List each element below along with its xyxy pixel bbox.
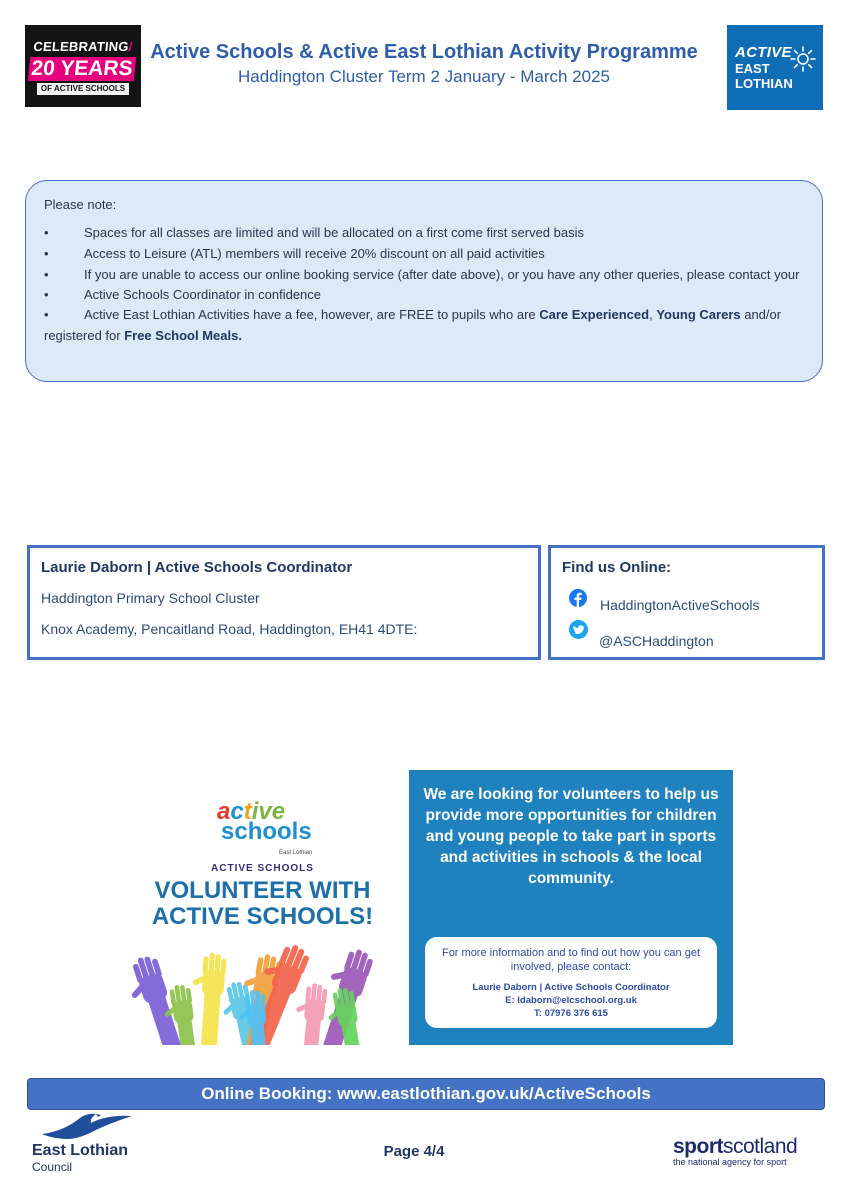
fee-line2: registered for [44, 328, 125, 343]
bullet: • [44, 307, 49, 322]
council-name: East Lothian [32, 1142, 129, 1159]
badge-line2: 20 YEARS [28, 57, 137, 81]
eagle-icon [40, 1112, 135, 1142]
free-school-meals: Free School Meals. [124, 328, 242, 343]
badge-line1: CELEBRATING/ [32, 39, 134, 54]
contact-panel [27, 545, 541, 660]
card-info: For more information and to find out how you can get involved, please contact: [441, 947, 701, 973]
twitter-icon[interactable] [569, 620, 588, 639]
note-item-text [84, 307, 814, 322]
page-number: Page 4/4 [383, 1143, 445, 1160]
note-item-text: Access to Leisure (ATL) members will receive 20% discount on all paid activities [84, 246, 545, 261]
ael-logo-line3: LOTHIAN [735, 76, 793, 91]
active-east-lothian-logo [727, 25, 823, 110]
facebook-link[interactable]: HaddingtonActiveSchools [600, 597, 760, 613]
logo-word-schools: schools [221, 818, 312, 845]
card-name: Laurie Daborn | Active Schools Coordinator [472, 982, 670, 993]
logo-subtext: East Lothian [279, 850, 313, 856]
poster-kicker: ACTIVE SCHOOLS [211, 863, 314, 874]
raised-hands-illustration [125, 945, 400, 1045]
logo-word-active: active [217, 798, 286, 825]
celebrating-20-years-logo [25, 25, 141, 107]
volunteer-message: We are looking for volunteers to help us provide more opportunities for children and young people to take part in sports and activities in schools & the local community. [423, 786, 719, 887]
headline-line1: VOLUNTEER WITH [154, 877, 371, 904]
card-phone[interactable]: T: 07976 376 615 [534, 1008, 608, 1019]
bullet: • [44, 225, 49, 240]
sportscotland-tagline: the national agency for sport [673, 1157, 787, 1167]
page-subtitle: Haddington Cluster Term 2 January - March 2025 [238, 67, 610, 86]
separator: , [649, 307, 657, 322]
note-item-continued [44, 328, 242, 343]
bullet: • [44, 287, 49, 302]
volunteer-poster [120, 780, 405, 1045]
bullet: • [44, 267, 49, 282]
sportscotland-logo [673, 1135, 823, 1167]
card-email[interactable]: E: ldaborn@elcschool.org.uk [505, 995, 637, 1006]
facebook-icon[interactable] [569, 589, 587, 607]
ael-logo-line2: EAST [735, 61, 770, 76]
active-schools-logo [217, 798, 327, 862]
contact-address: Knox Academy, Pencaitland Road, Haddington, EH41 4DTE: [41, 621, 418, 637]
contact-name: Laurie Daborn | Active Schools Coordinator [41, 559, 353, 576]
note-item-text: If you are unable to access our online booking service (after date above), or you have any other queries, please contact your [84, 267, 800, 282]
twitter-link[interactable]: @ASCHaddington [599, 633, 714, 649]
headline-line2: ACTIVE SCHOOLS! [151, 903, 374, 930]
find-us-heading: Find us Online: [562, 559, 672, 576]
ael-logo-line1: ACTIVE [735, 44, 792, 61]
bullet: • [44, 246, 49, 261]
volunteer-contact-card [425, 937, 717, 1028]
sunburst-icon [789, 45, 817, 73]
badge-line3: OF ACTIVE SCHOOLS [37, 83, 129, 95]
note-item-text: Spaces for all classes are limited and will be allocated on a first come first served basis [84, 225, 584, 240]
volunteer-message-panel [409, 770, 733, 1045]
ael-logo-lines [735, 61, 793, 91]
poster-headline [120, 878, 405, 930]
online-booking-link[interactable]: Online Booking: www.eastlothian.gov.uk/ActiveSchools [27, 1078, 825, 1110]
care-experienced: Care Experienced [539, 307, 650, 322]
notes-panel [25, 180, 823, 382]
fee-text: Active East Lothian Activities have a fee, however, are FREE to pupils who are [84, 307, 540, 322]
contact-cluster: Haddington Primary School Cluster [41, 590, 260, 606]
fee-suffix: and/or [740, 307, 782, 322]
young-carers: Young Carers [656, 307, 741, 322]
notes-intro: Please note: [44, 197, 117, 212]
note-item-text: Active Schools Coordinator in confidence [84, 287, 322, 302]
council-sub: Council [32, 1160, 73, 1174]
sportscotland-wordmark: sportscotland [673, 1135, 798, 1158]
east-lothian-council-logo [30, 1112, 155, 1177]
hand-shape [187, 952, 227, 1045]
find-us-online-panel [548, 545, 825, 660]
page-title: Active Schools & Active East Lothian Activity Programme [150, 41, 698, 63]
